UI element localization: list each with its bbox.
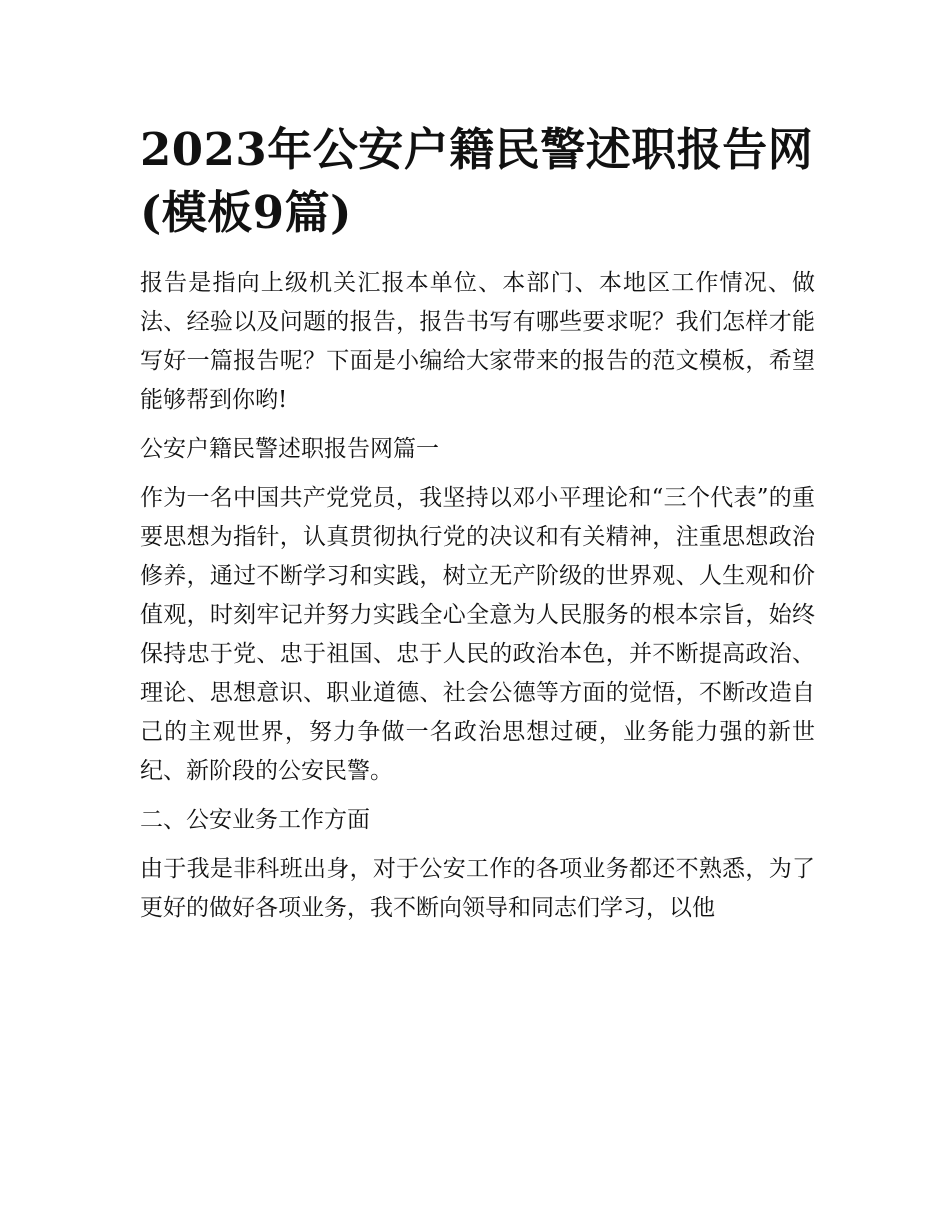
- intro-paragraph: 报告是指向上级机关汇报本单位、本部门、本地区工作情况、做法、经验以及问题的报告，报告书写有哪些要求呢？我们怎样才能写好一篇报告呢？下面是小编给大家带来的报告的范文模板，希望能够帮到你哟!: [140, 270, 815, 413]
- section-spacer: [140, 791, 815, 801]
- section-heading-2: 二、公安业务工作方面: [140, 807, 370, 833]
- section-spacer: [140, 420, 815, 430]
- section-spacer: [140, 469, 815, 479]
- section-paragraph-2: 由于我是非科班出身，对于公安工作的各项业务都还不熟悉，为了更好的做好各项业务，我不断向领导和同志们学习，以他: [140, 856, 815, 921]
- section-paragraph-1: 作为一名中国共产党党员，我坚持以邓小平理论和“三个代表”的重要思想为指针，认真贯彻执行党的决议和有关精神，注重思想政治修养，通过不断学习和实践，树立无产阶级的世界观、人生观和价值观，时刻牢记并努力实践全心全意为人民服务的根本宗旨，始终保持忠于党、忠于祖国、忠于人民的政治本色，并不断提高政治、理论、思想意识、职业道德、社会公德等方面的觉悟，不断改造自己的主观世界，努力争做一名政治思想过硬，业务能力强的新世纪、新阶段的公安民警。: [140, 485, 815, 784]
- document-title: 2023年公安户籍民警述职报告网(模板9篇): [140, 123, 814, 239]
- document-body: [140, 118, 815, 928]
- section-spacer: [140, 840, 815, 850]
- section-heading-1: 公安户籍民警述职报告网篇一: [140, 436, 439, 462]
